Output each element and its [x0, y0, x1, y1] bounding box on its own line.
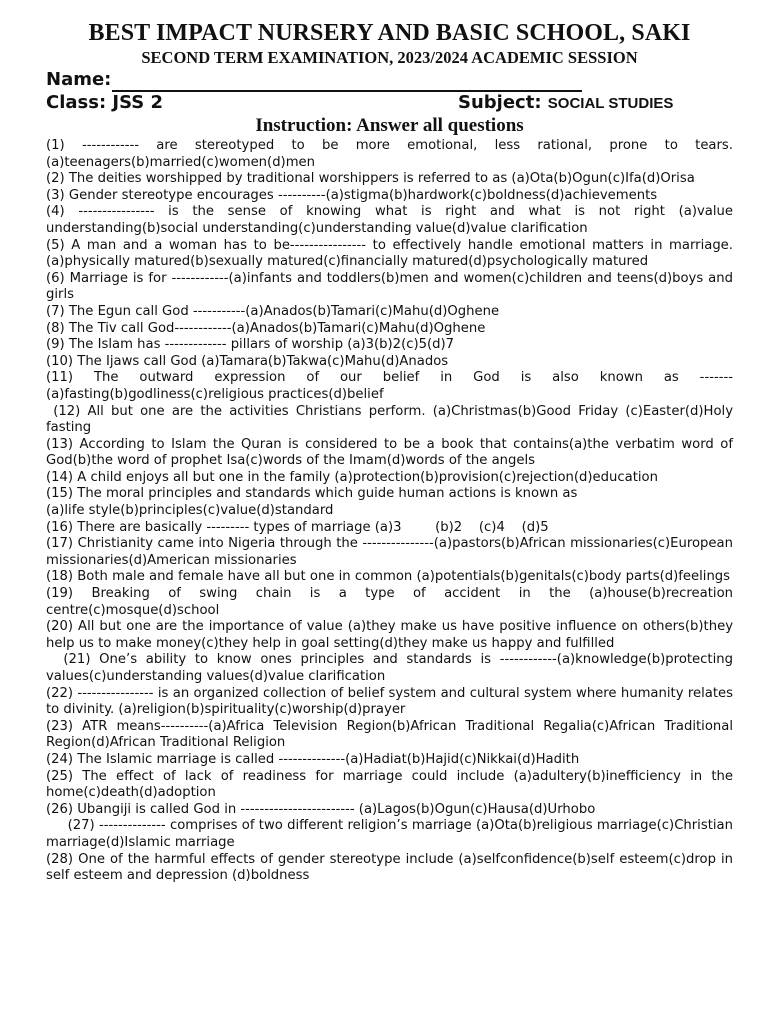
exam-paper	[46, 18, 738, 885]
question-item: (15) The moral principles and standards which guide human actions is known as	[46, 486, 578, 502]
question-item: (9) The Islam has ------------- pillars of worship (a)3(b)2(c)5(d)7	[46, 337, 455, 353]
question-item: (19) Breaking of swing chain is a type of accident in the (a)house(b)recreation centre(c)mosque(d)school	[46, 586, 738, 618]
question-item: (7) The Egun call God -----------(a)Anados(b)Tamari(c)Mahu(d)Oghene	[46, 303, 500, 319]
question-item: (17) Christianity came into Nigeria through the ---------------(a)pastors(b)African missionaries(c)European missionaries(d)American missionaries	[46, 536, 738, 568]
question-item: (6) Marriage is for ------------(a)infants and toddlers(b)men and women(c)children and teens(d)boys and girls	[46, 270, 738, 303]
subject-label: Subject:	[458, 92, 542, 113]
school-name: BEST IMPACT NURSERY AND BASIC SCHOOL, SAKI	[88, 20, 691, 46]
class-label: Class: JSS 2	[46, 92, 164, 113]
question-item: (25) The effect of lack of readiness for marriage could include (a)adultery(b)inefficiency in the home(c)death(d)adoption	[46, 768, 738, 801]
question-item: (23) ATR means----------(a)Africa Television Region(b)African Traditional Regalia(c)African Traditional Region(d)African Traditional Religion	[46, 718, 738, 751]
question-item: (4) ---------------- is the sense of knowing what is right and what is not right (a)value understanding(b)social understanding(c)understanding value(d)value clarification	[46, 204, 738, 236]
question-item: (13) According to Islam the Quran is considered to be a book that contains(a)the verbatim word of God(b)the word of prophet Isa(c)words of the Imam(d)words of the angels	[46, 436, 738, 469]
name-row	[46, 68, 733, 92]
subject-field	[458, 92, 673, 115]
question-item: (24) The Islamic marriage is called --------------(a)Hadiat(b)Hajid(c)Nikkai(d)Hadith	[46, 751, 580, 767]
question-item: (8) The Tiv call God------------(a)Anados(b)Tamari(c)Mahu(d)Oghene	[46, 320, 486, 336]
question-item: (16) There are basically --------- types of marriage (a)3 (b)2 (c)4 (d)5	[46, 519, 549, 535]
question-item: (2) The deities worshipped by traditional worshippers is referred to as (a)Ota(b)Ogun(c)Ifa(d)Orisa	[46, 171, 695, 187]
question-item: (21) One’s ability to know ones principles and standards is ------------(a)knowledge(b)protecting values(c)understanding values(d)value clarification	[46, 652, 738, 684]
question-item: (20) All but one are the importance of value (a)they make us have positive influence on others(b)they help us to make money(c)they help in goal setting(d)they make us happy and fulfilled	[46, 619, 738, 651]
question-list	[46, 138, 738, 885]
subject-value: SOCIAL STUDIES	[547, 95, 674, 112]
question-item: (12) All but one are the activities Christians perform. (a)Christmas(b)Good Friday (c)Easter(d)Holy fasting	[46, 403, 738, 436]
question-item: (18) Both male and female have all but one in common (a)potentials(b)genitals(c)body parts(d)feelings	[46, 569, 731, 585]
question-item: (3) Gender stereotype encourages ----------(a)stigma(b)hardwork(c)boldness(d)achievements	[46, 187, 658, 203]
name-label: Name:	[46, 69, 112, 90]
class-subject-row	[46, 92, 733, 114]
question-item: (14) A child enjoys all but one in the family (a)protection(b)provision(c)rejection(d)education	[46, 469, 658, 485]
name-blank-line	[112, 74, 582, 92]
question-item: (28) One of the harmful effects of gender stereotype include (a)selfconfidence(b)self esteem(c)drop in self esteem and depression (d)boldness	[46, 851, 738, 884]
question-item: (11) The outward expression of our belief in God is also known as ------- (a)fasting(b)godliness(c)religious practices(d)belief	[46, 370, 738, 402]
exam-title: SECOND TERM EXAMINATION, 2023/2024 ACADEMIC SESSION	[141, 48, 638, 67]
instruction: Instruction: Answer all questions	[255, 115, 524, 136]
question-item: (27) -------------- comprises of two different religion’s marriage (a)Ota(b)religious marriage(c)Christian marriage(d)Islamic marriage	[46, 818, 738, 850]
question-item: (26) Ubangiji is called God in ------------------------ (a)Lagos(b)Ogun(c)Hausa(d)Urhobo	[46, 801, 596, 817]
question-item: (1) ------------ are stereotyped to be more emotional, less rational, prone to tears. (a)teenagers(b)married(c)women(d)men	[46, 138, 738, 170]
question-item: (5) A man and a woman has to be---------------- to effectively handle emotional matters in marriage. (a)physically matured(b)sexually matured(c)financially matured(d)psychologically matured	[46, 237, 738, 270]
question-item: (22) ---------------- is an organized collection of belief system and cultural system where humanity relates to divinity. (a)religion(b)spirituality(c)worship(d)prayer	[46, 685, 738, 718]
question-item: (a)life style(b)principles(c)value(d)standard	[46, 503, 334, 519]
question-item: (10) The Ijaws call God (a)Tamara(b)Takwa(c)Mahu(d)Anados	[46, 353, 449, 369]
